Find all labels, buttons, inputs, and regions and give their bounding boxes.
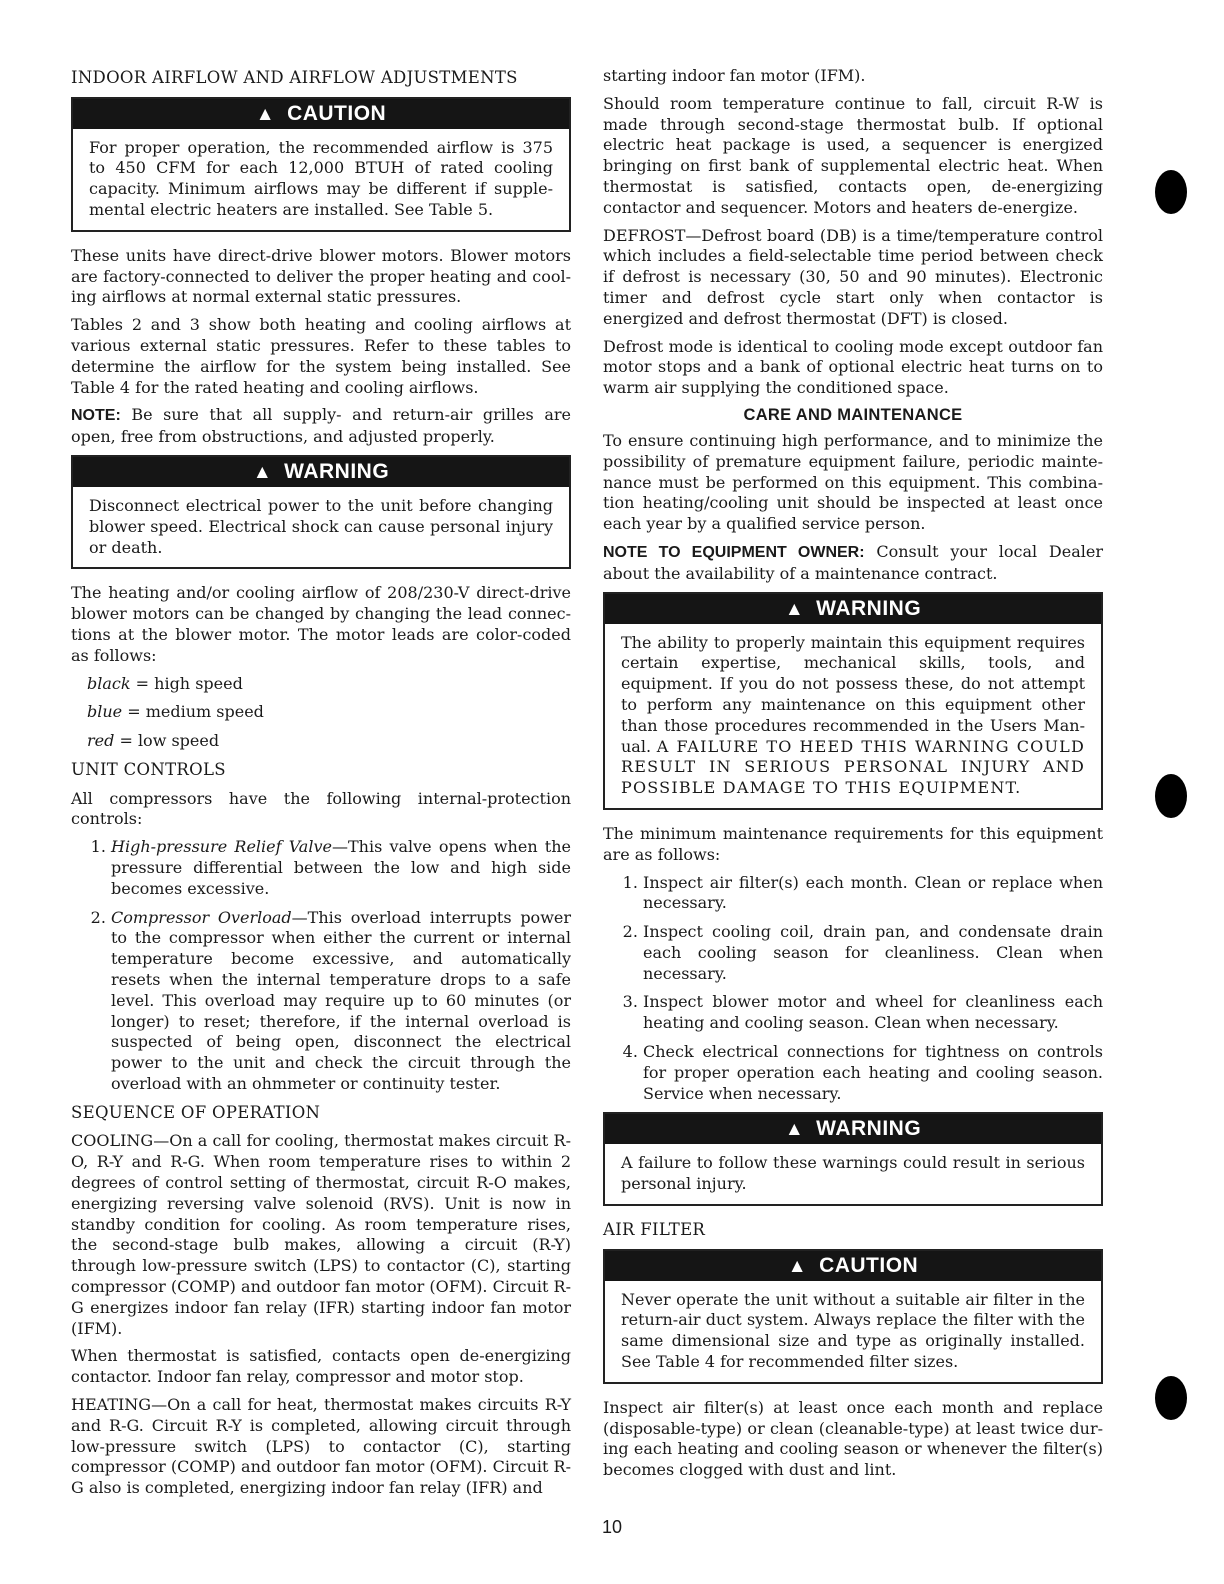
paragraph-cooling: COOLING—On a call for cooling, thermostat makes circuit R-O, R-Y and R-G. When room temperature rises to within 2 degrees of control setting of thermostat, circuit R-O makes, energizing reversing valve solenoid (RVS). Unit is now in standby condition for cooling. As room temperature rises, the second-stage bulb makes, allowing a circuit (R-Y) through low-pressure switch (LPS) to contactor (C), starting compressor (COMP) and outdoor fan motor (OFM). Circuit R-G energizes indoor fan relay (IFR) starting indoor fan motor (IFM). (71, 1131, 571, 1338)
punch-hole (1155, 1376, 1187, 1420)
list-item: 1. Inspect air filter(s) each month. Clean or replace when necessary. (643, 873, 1103, 915)
punch-hole (1155, 170, 1187, 214)
color-code-item: red = low speed (87, 731, 220, 751)
color-code-item: blue = medium speed (87, 702, 264, 722)
paragraph-defrost: DEFROST—Defrost board (DB) is a time/temperature control which includes a field-selectable time period between check if defrost is necessary (30, 50 and 90 minutes). Electronic timer and defrost cycle start only when contactor is energized and defrost thermostat (DFT) is closed. (603, 225, 1103, 328)
caution-header (73, 99, 569, 129)
warning-body: The ability to properly maintain this equipment requires certain expertise, mechanical skills, tools, and equipment. If you do not possess these, do not attempt to perform any maintenance on this equipment other than those procedures recommended in the Users Manual. A FAILURE TO HEED THIS WARNING COULD RESULT IN SERIOUS PERSONAL INJURY AND POSSIBLE DAMAGE TO THIS EQUIPMENT. (621, 632, 1085, 798)
note-text: Be sure that all supply- and return-air grilles are open, free from obstructions, and adjusted properly. (71, 405, 571, 447)
left-column (71, 66, 571, 1506)
paragraph-tables: Tables 2 and 3 show both heating and cooling airflows at various external static pressures. Refer to these tables to determine the airflow for the system being installed. See Table 4 for the rated heating and cooling airflows. (71, 315, 571, 397)
paragraph-minimum-maintenance: The minimum maintenance requirements for this equipment are as follows: (603, 823, 1103, 864)
list-item: 1. High-pressure Relief Valve—This valve opens when the pressure differential between the low and high side becomes excessive. (111, 837, 571, 899)
warning-triangle-icon: ▲ (787, 1255, 808, 1277)
caution-body: For proper operation, the recommended airflow is 375 to 450 CFM for each 12,000 BTUH of rated cooling capacity. Minimum airflows may be different if supplemental electric heaters are installed. See Table 5. (89, 137, 553, 220)
paragraph-defrost-mode: Defrost mode is identical to cooling mode except outdoor fan motor stops and a bank of optional electric heat turns on to warm air supplying the conditioned space. (603, 336, 1103, 398)
paragraph-care: To ensure continuing high performance, and to minimize the possibility of premature equipment failure, periodic maintenance must be performed on this equipment. This combination heating/cooling unit should be inspected at least once each year by a qualified service person. (603, 430, 1103, 534)
paragraph-direct-drive: These units have direct-drive blower motors. Blower motors are factory-connected to deliver the proper heating and cooling airflows at normal external static pressures. (71, 245, 571, 307)
caution-header (605, 1251, 1101, 1281)
heading-sequence-of-operation: SEQUENCE OF OPERATION (71, 1102, 321, 1122)
page-number: 10 (601, 1517, 623, 1537)
warning-body: Disconnect electrical power to the unit before changing blower speed. Electrical shock can cause personal injury or death. (89, 495, 553, 557)
protection-controls-list (71, 837, 571, 1095)
caution-title: CAUTION (287, 101, 387, 125)
warning-body: A failure to follow these warnings could result in serious personal injury. (621, 1153, 1085, 1194)
warning-title: WARNING (816, 596, 922, 620)
warning-header (605, 594, 1101, 624)
caution-box-airflow (71, 97, 571, 232)
heading-air-filter: AIR FILTER (603, 1220, 706, 1240)
warning-triangle-icon: ▲ (784, 598, 805, 620)
paragraph-room-temperature: Should room temperature continue to fall, circuit R-W is made through second-stage thermostat bulb. If optional electric heat package is used, a sequencer is energized bringing on first bank of supplemental electric heat. When thermostat is satisfied, contacts open, de-energizing contactor and sequencer. Motors and heaters de-energize. (603, 93, 1103, 217)
warning-title: WARNING (816, 1117, 922, 1141)
color-code-item: black = high speed (87, 673, 243, 693)
warning-header (605, 1114, 1101, 1144)
caution-box-air-filter (603, 1249, 1103, 1384)
caution-body: Never operate the unit without a suitable air filter in the return-air duct system. Always replace the filter with the same dimensional size and type as originally installed. See Table 4 for recommended filter sizes. (621, 1289, 1085, 1372)
right-column (603, 66, 1103, 1488)
list-item: 3. Inspect blower motor and wheel for cleanliness each heating and cooling season. Clean when necessary. (643, 992, 1103, 1034)
paragraph-motor-leads: The heating and/or cooling airflow of 208/230-V direct-drive blower motors can be changed by changing the lead connections at the blower motor. The motor leads are color-coded as follows: (71, 583, 571, 665)
heading-unit-controls: UNIT CONTROLS (71, 759, 226, 779)
list-item: 2. Compressor Overload—This overload interrupts power to the compressor when either the current or internal temperature become excessive, and automatically resets when the internal temperature drops to a safe level. This overload may require up to 60 minutes (or longer) to reset; therefore, if the internal overload is suspected of being open, disconnect the electrical power to the unit and check the circuit through the overload with an ohmmeter or continuity tester. (111, 908, 571, 1095)
paragraph-compressors: All compressors have the following internal-protection controls: (71, 788, 571, 829)
paragraph-thermostat-satisfied: When thermostat is satisfied, contacts open de-energizing contactor. Indoor fan relay, compressor and motor stop. (71, 1346, 571, 1387)
punch-hole (1155, 774, 1187, 818)
note-label: NOTE: (71, 407, 121, 425)
heading-indoor-airflow: INDOOR AIRFLOW AND AIRFLOW ADJUSTMENTS (71, 68, 518, 87)
paragraph-inspect-filter: Inspect air filter(s) at least once each month and replace (disposable-type) or clean (cleanable-type) at least twice during each heating and cooling season or whenever the filter(s) becomes clogged with dust and lint. (603, 1397, 1103, 1480)
list-item: 4. Check electrical connections for tightness on controls for proper operation each heating and cooling season. Service when necessary. (643, 1042, 1103, 1104)
heading-care-maintenance: CARE AND MAINTENANCE (743, 405, 963, 424)
warning-triangle-icon: ▲ (252, 461, 273, 483)
warning-box-failure (603, 1112, 1103, 1206)
color-code-list (87, 674, 571, 752)
note-grilles (71, 405, 571, 448)
warning-title: WARNING (284, 459, 390, 483)
warning-triangle-icon: ▲ (255, 103, 276, 125)
owner-note-text: Consult your local Dealer about the availability of a maintenance contract. (603, 541, 1104, 583)
warning-triangle-icon: ▲ (784, 1119, 805, 1141)
paragraph-heating: HEATING—On a call for heat, thermostat makes circuits R-Y and R-G. Circuit R-Y is completed, allowing circuit through low-pressure switch (LPS) to contactor (C), starting compressor (COMP) and outdoor fan motor (OFM). Circuit R-G also is completed, energizing indoor fan relay (IFR) and (71, 1394, 571, 1498)
paragraph-continued: starting indoor fan motor (IFM). (603, 66, 866, 85)
caution-title: CAUTION (819, 1253, 919, 1277)
warning-caps-text: A FAILURE TO HEED THIS WARNING COULD RESULT IN SERIOUS PERSONAL INJURY AND POSSIBLE DAMAGE TO THIS EQUIPMENT. (621, 736, 1085, 798)
note-equipment-owner (603, 542, 1103, 585)
warning-header (73, 457, 569, 487)
owner-note-label: NOTE TO EQUIPMENT OWNER: (603, 543, 865, 561)
warning-box-maintenance (603, 592, 1103, 810)
warning-box-blower-speed (71, 455, 571, 569)
list-item: 2. Inspect cooling coil, drain pan, and condensate drain each cooling season for cleanliness. Clean when necessary. (643, 922, 1103, 984)
maintenance-list (603, 873, 1103, 1105)
